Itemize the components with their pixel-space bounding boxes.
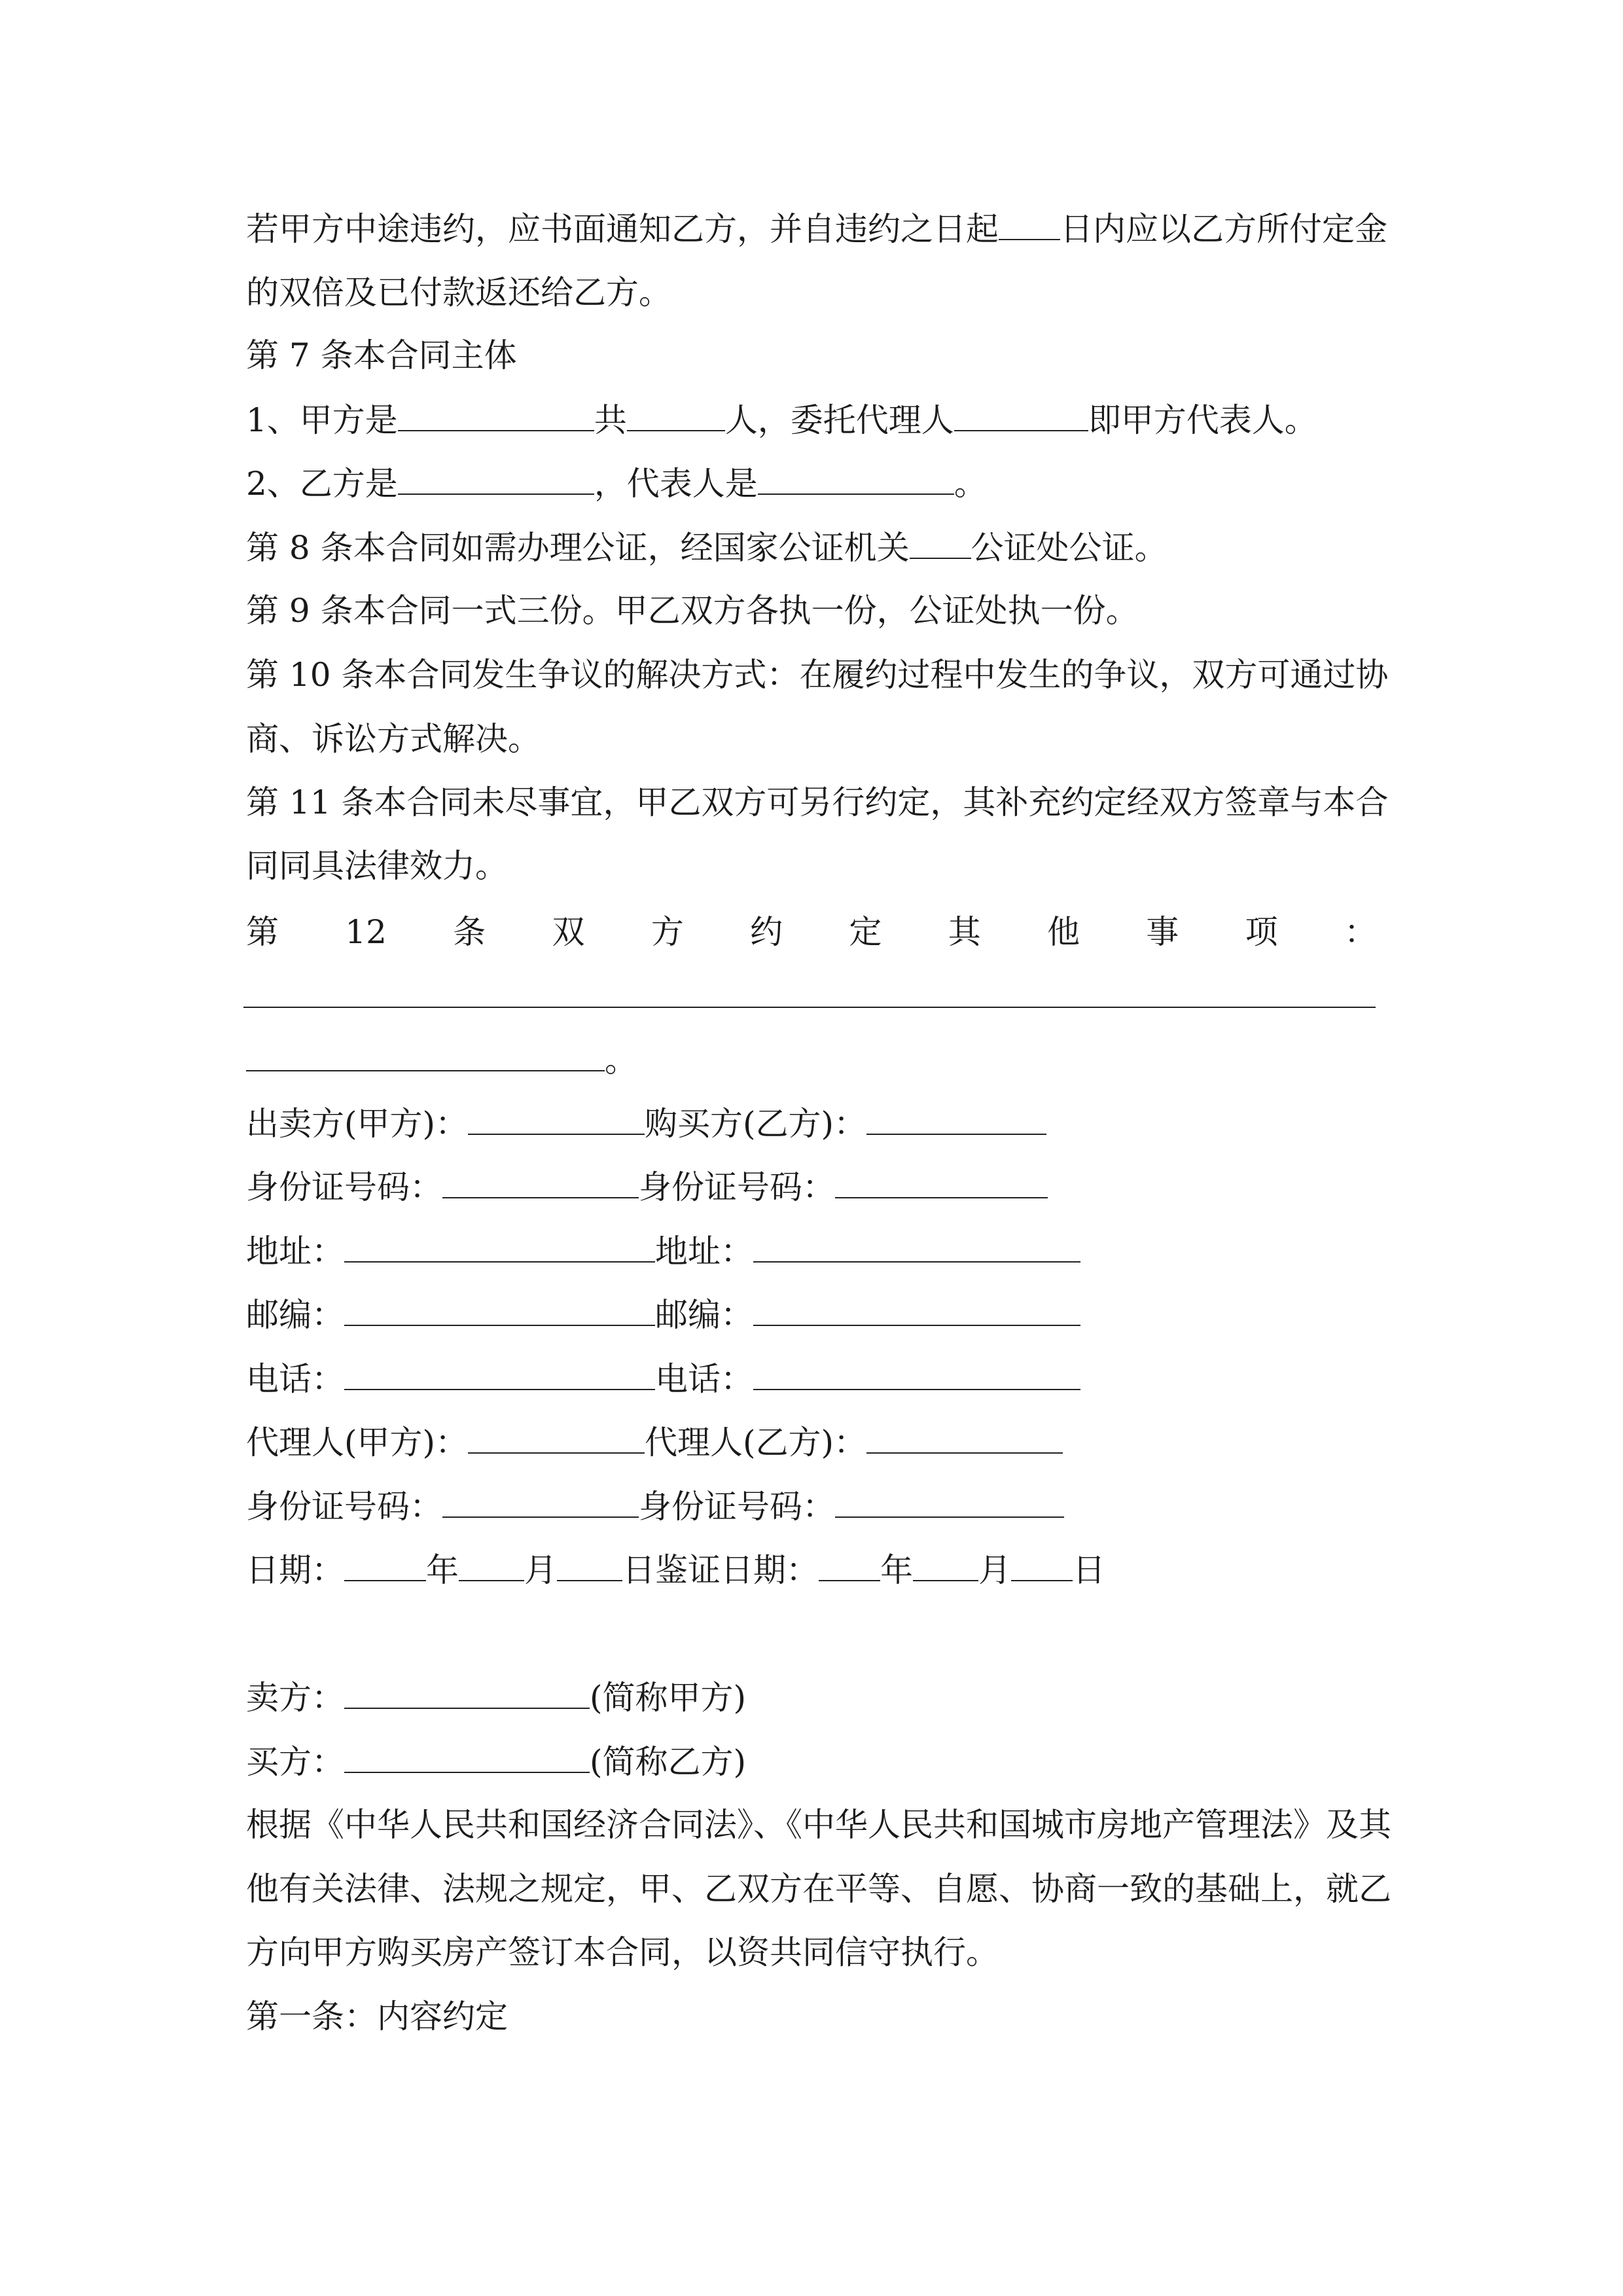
breach-clause-line-2: 的双倍及已付款返还给乙方。 — [246, 274, 671, 312]
second-seller-line: 卖方： (简称甲方) — [246, 1679, 747, 1717]
blank-buyer — [866, 1103, 1046, 1135]
blank-notary-year — [819, 1550, 880, 1581]
article-12-end: 。 — [246, 1040, 637, 1079]
article-1-title: 第一条：内容约定 — [246, 1998, 508, 2036]
blank-representative — [758, 463, 954, 495]
second-buyer-line: 买方： (简称乙方) — [246, 1743, 747, 1781]
intro-line-2: 他有关法律、法规之规定，甲、乙双方在平等、自愿、协商一致的基础上，就乙 — [246, 1870, 1391, 1908]
blank-buyer-postcode — [753, 1295, 1080, 1326]
blank-second-buyer — [344, 1742, 590, 1773]
sign-postcodes: 邮编： 邮编： — [246, 1295, 1080, 1334]
sign-seller-buyer: 出卖方(甲方)： 购买方(乙方)： — [246, 1103, 1046, 1143]
sign-id-numbers: 身份证号码： 身份证号码： — [246, 1167, 1048, 1206]
intro-line-1: 根据《中华人民共和国经济合同法》、《中华人民共和国城市房地产管理法》及其 — [246, 1806, 1391, 1844]
article-11-line-2: 同同具法律效力。 — [246, 847, 508, 885]
blank-party-b — [398, 463, 594, 495]
blank-year — [344, 1550, 426, 1581]
breach-clause-line-1: 若甲方中途违约，应书面通知乙方，并自违约之日起 日内应以乙方所付定金 — [246, 210, 1387, 248]
blank-notary-month — [913, 1550, 978, 1581]
blank-second-seller — [344, 1677, 590, 1709]
intro-line-3: 方向甲方购买房产签订本合同，以资共同信守执行。 — [246, 1933, 999, 1971]
article-7-item-1: 1、甲方是 共 人，委托代理人 即甲方代表人。 — [246, 401, 1317, 439]
sign-agent-ids: 身份证号码： 身份证号码： — [246, 1486, 1064, 1526]
blank-day — [557, 1550, 622, 1581]
article-12-title: 第 12 条 双 方 约 定 其 他 事 项 ： — [246, 913, 1377, 951]
blank-seller-address — [344, 1231, 655, 1263]
blank-seller-id — [442, 1167, 639, 1198]
blank-seller-postcode — [344, 1295, 655, 1326]
blank-buyer-phone — [753, 1359, 1080, 1390]
blank-seller-phone — [344, 1359, 655, 1390]
blank-seller — [468, 1103, 645, 1135]
blank-notary-office — [910, 528, 971, 559]
article-10-line-1: 第 10 条本合同发生争议的解决方式：在履约过程中发生的争议，双方可通过协 — [246, 656, 1389, 694]
article-9: 第 9 条本合同一式三份。甲乙双方各执一份，公证处执一份。 — [246, 592, 1139, 630]
sign-agents: 代理人(甲方)： 代理人(乙方)： — [246, 1422, 1063, 1462]
blank-buyer-address — [753, 1231, 1080, 1263]
sign-phones: 电话： 电话： — [246, 1359, 1080, 1398]
blank-other-matters — [246, 1040, 605, 1071]
article-8: 第 8 条本合同如需办理公证，经国家公证机关 公证处公证。 — [246, 529, 1168, 567]
blank-party-a — [398, 400, 594, 431]
blank-count — [627, 400, 725, 431]
article-11-line-1: 第 11 条本合同未尽事宜，甲乙双方可另行约定，其补充约定经双方签章与本合 — [246, 783, 1389, 821]
blank-agent-a — [468, 1422, 645, 1454]
article-12-blank-line — [243, 1007, 1376, 1008]
sign-dates: 日期： 年 月 日鉴证日期： 年 月 日 — [246, 1551, 1105, 1589]
blank-agent-a-id — [442, 1486, 639, 1518]
sign-addresses: 地址： 地址： — [246, 1231, 1080, 1270]
article-7-title: 第 7 条本合同主体 — [246, 336, 517, 374]
blank-month — [459, 1550, 524, 1581]
article-10-line-2: 商、诉讼方式解决。 — [246, 720, 541, 758]
article-7-item-2: 2、乙方是 ，代表人是 。 — [246, 465, 987, 503]
blank-notary-day — [1011, 1550, 1073, 1581]
blank-agent — [954, 400, 1088, 431]
blank-agent-b-id — [835, 1486, 1064, 1518]
blank-buyer-id — [835, 1167, 1048, 1198]
blank-days — [999, 209, 1060, 240]
blank-agent-b — [866, 1422, 1063, 1454]
